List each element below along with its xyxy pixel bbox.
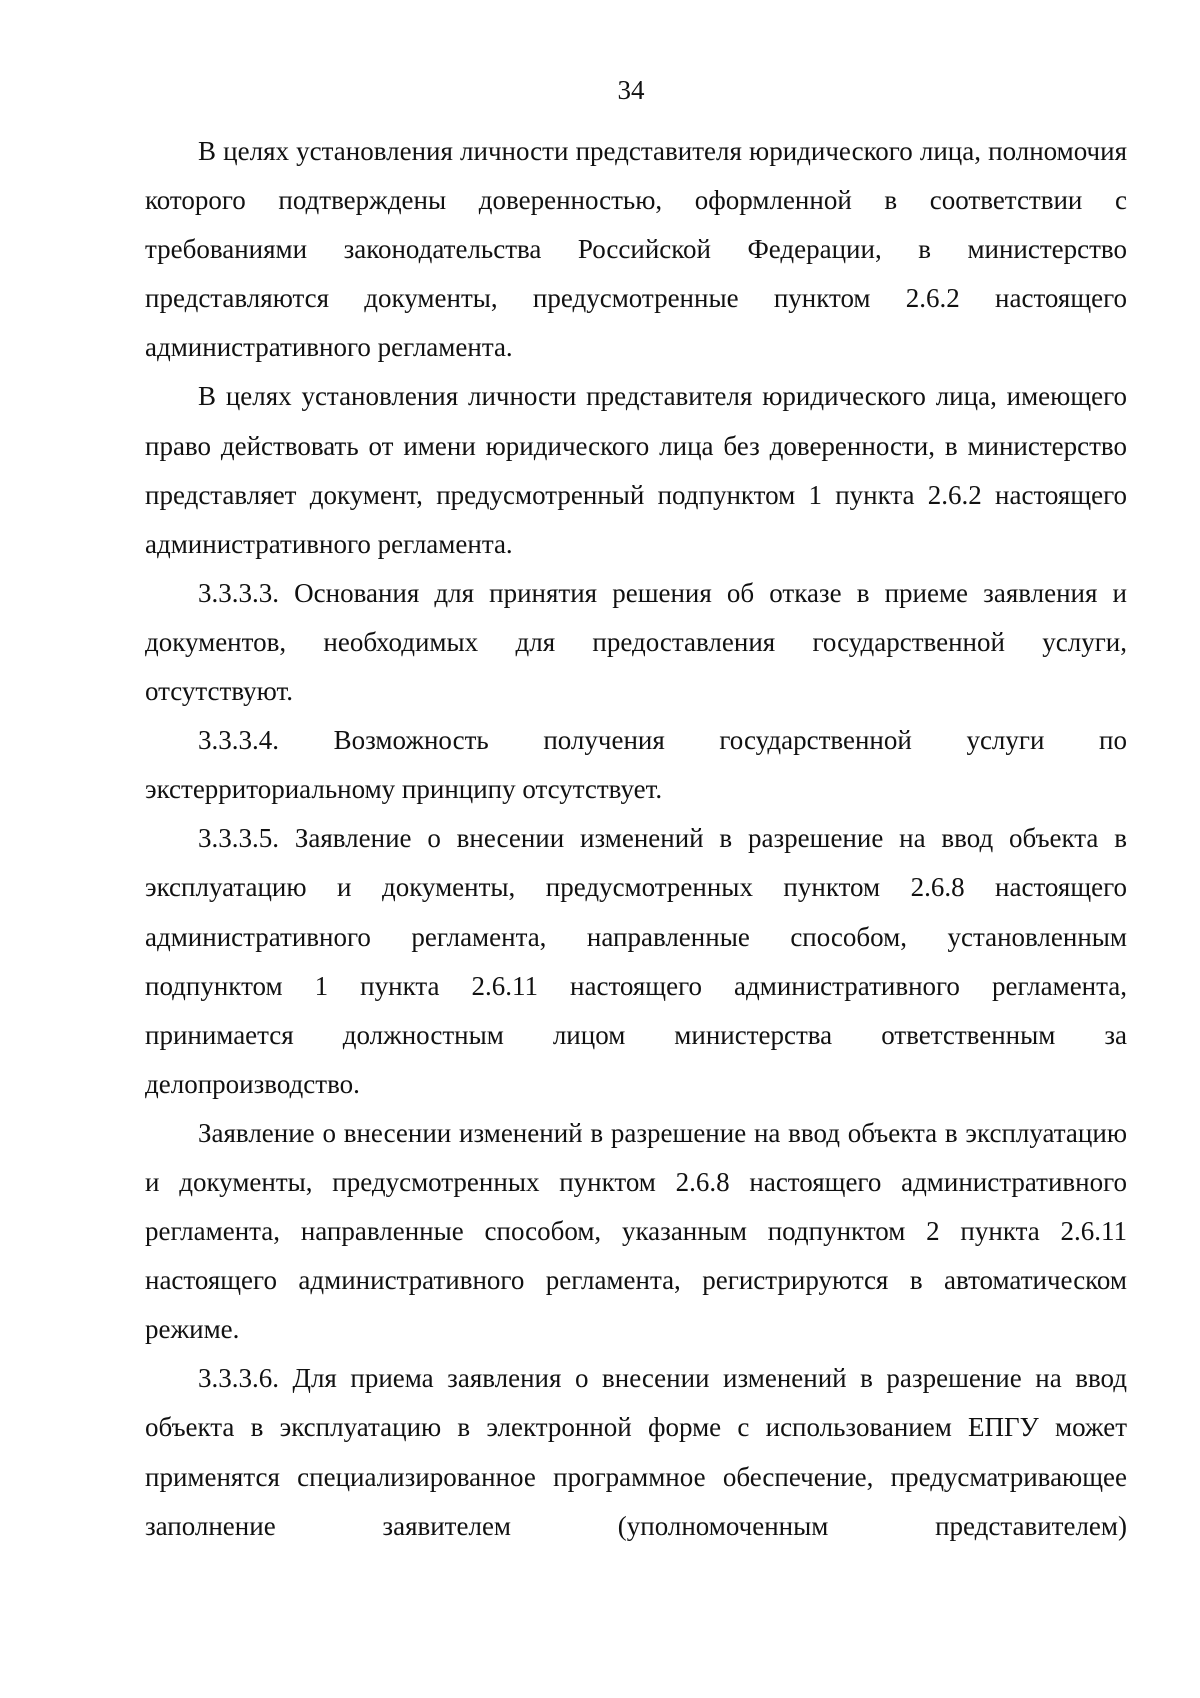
document-body	[145, 127, 1127, 1551]
paragraph-automatic-registration: Заявление о внесении изменений в разрешение на ввод объекта в эксплуатацию и документы, предусмотренных пунктом 2.6.8 настоящего административного регламента, направленные способом, указанным подпунктом 2 пункта 2.6.11 настоящего административного регламента, регистрируются в автоматическом режиме.	[145, 1117, 1127, 1345]
paragraph-3-3-3-5: 3.3.3.5. Заявление о внесении изменений в разрешение на ввод объекта в эксплуатацию и документы, предусмотренных пунктом 2.6.8 настоящего административного регламента, направленные способом, установленным подпунктом 1 пункта 2.6.11 настоящего административного регламента, принимается должностным лицом министерства ответственным за делопроизводство.	[145, 823, 1127, 1099]
paragraph-3-3-3-6: 3.3.3.6. Для приема заявления о внесении изменений в разрешение на ввод объекта в эксплуатацию в электронной форме с использованием ЕПГУ может применятся специализированное программное обеспечение, предусматривающее заполнение заявителем (уполномоченным представителем)	[145, 1363, 1127, 1541]
page-number: 34	[617, 75, 645, 105]
paragraph-3-3-3-4: 3.3.3.4. Возможность получения государственной услуги по экстерриториальному принципу отсутствует.	[145, 725, 1127, 805]
paragraph-legal-entity-representative-proxy: В целях установления личности представителя юридического лица, полномочия которого подтверждены доверенностью, оформленной в соответствии с требованиями законодательства Российской Федерации, в министерство представляются документы, предусмотренные пунктом 2.6.2 настоящего административного регламента.	[145, 136, 1127, 363]
paragraph-legal-entity-representative-no-proxy: В целях установления личности представителя юридического лица, имеющего право действовать от имени юридического лица без доверенности, в министерство представляет документ, предусмотренный подпунктом 1 пункта 2.6.2 настоящего административного регламента.	[145, 381, 1127, 559]
paragraph-3-3-3-3: 3.3.3.3. Основания для принятия решения об отказе в приеме заявления и документов, необходимых для предоставления государственной услуги, отсутствуют.	[145, 577, 1127, 707]
